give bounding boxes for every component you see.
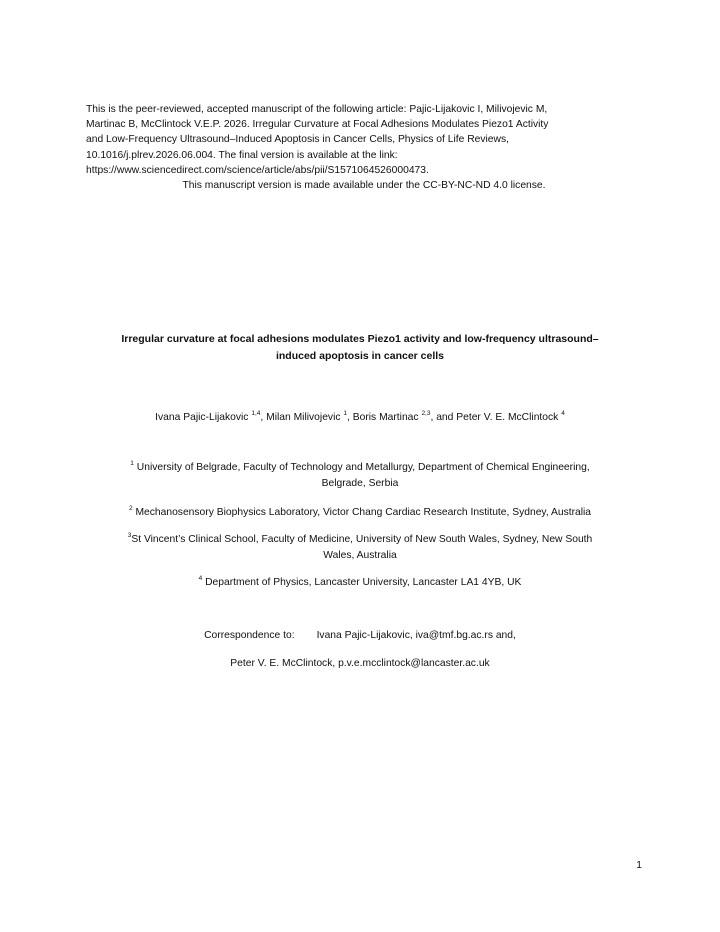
affiliation-number: 1: [130, 459, 134, 467]
correspondence-contact[interactable]: Peter V. E. McClintock, p.v.e.mcclintock@lancaster.ac.uk: [230, 658, 490, 669]
author-affiliation-mark: 2,3: [421, 409, 431, 417]
author-name: Boris Martinac: [352, 412, 419, 423]
affiliation: [90, 575, 630, 591]
notice-line: This is the peer-reviewed, accepted manuscript of the following article: Pajic-Lijakovic I, Milivojevic M,: [86, 104, 548, 115]
author-name: Ivana Pajic-Lijakovic: [155, 412, 249, 423]
affiliation-number: 2: [128, 504, 133, 512]
affiliation: [90, 460, 630, 492]
affiliation-number: 4: [198, 574, 203, 582]
affiliation-text: Department of Physics, Lancaster University, Lancaster LA1 4YB, UK: [205, 577, 522, 588]
affiliation-text: Belgrade, Serbia: [321, 478, 399, 489]
author-separator: , and: [430, 412, 457, 423]
title-line: Irregular curvature at focal adhesions modulates Piezo1 activity and low-frequency ultrasound–: [121, 333, 599, 345]
notice-line: and Low-Frequency Ultrasound–Induced Apoptosis in Cancer Cells, Physics of Life Reviews,: [86, 134, 509, 146]
affiliation: [90, 532, 630, 564]
affiliation-text: Mechanosensory Biophysics Laboratory, Victor Chang Cardiac Research Institute, Sydney, Australia: [135, 507, 592, 518]
author-affiliation-mark: 1,4: [251, 409, 261, 417]
publication-notice: [86, 102, 642, 193]
author-separator: ,: [347, 412, 353, 423]
correspondence-contact[interactable]: Ivana Pajic-Lijakovic, iva@tmf.bg.ac.rs and,: [316, 630, 516, 641]
license-statement: This manuscript version is made available under the CC-BY-NC-ND 4.0 license.: [182, 180, 546, 192]
affiliation-number: 3: [127, 531, 132, 539]
notice-link[interactable]: https://www.sciencedirect.com/science/article/abs/pii/S1571064526000473.: [86, 164, 429, 176]
affiliation-text: St Vincent’s Clinical School, Faculty of Medicine, University of New South Wales, Sydney, New South: [131, 534, 593, 545]
affiliation-text: University of Belgrade, Faculty of Technology and Metallurgy, Department of Chemical Engineering,: [136, 462, 590, 473]
paper-title: [96, 331, 624, 365]
author-list: [86, 410, 634, 425]
author-name: Peter V. E. McClintock: [456, 412, 559, 423]
author-affiliation-mark: 1: [343, 409, 348, 417]
correspondence-label: Correspondence to:: [204, 630, 295, 641]
affiliation: [90, 505, 630, 521]
page-number: 1: [636, 860, 642, 871]
author-affiliation-mark: 4: [561, 409, 565, 417]
correspondence: [86, 656, 634, 671]
notice-line: 10.1016/j.plrev.2026.06.004. The final version is available at the link:: [86, 149, 398, 161]
author-separator: ,: [260, 412, 267, 423]
author-name: Milan Milivojevic: [266, 412, 341, 423]
affiliation-text: Wales, Australia: [323, 550, 397, 561]
correspondence: [86, 628, 634, 643]
notice-line: Martinac B, McClintock V.E.P. 2026. Irregular Curvature at Focal Adhesions Modulates Piezo1 Activity: [86, 119, 549, 131]
title-line: induced apoptosis in cancer cells: [275, 350, 445, 362]
